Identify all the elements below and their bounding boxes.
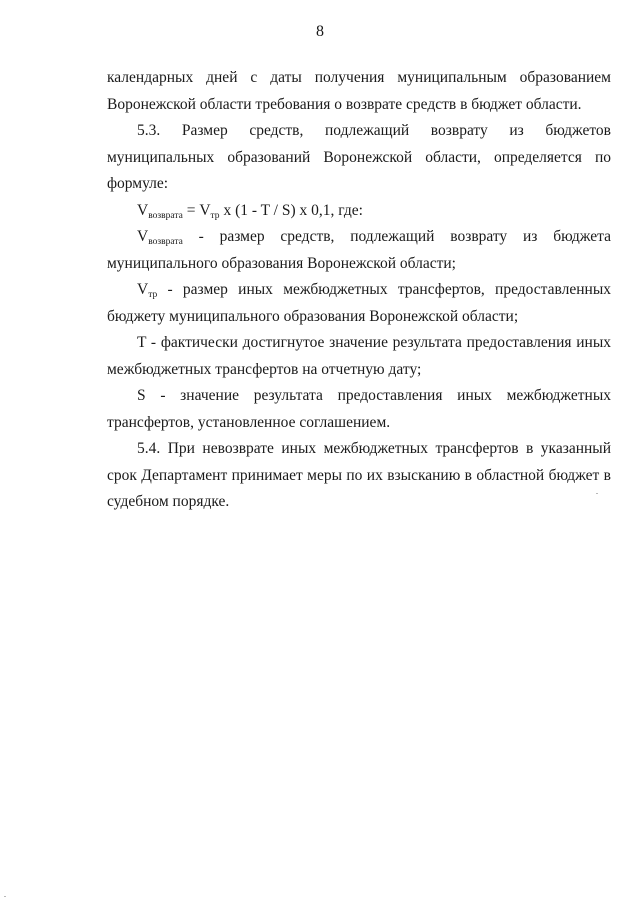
- page-number: 8: [316, 23, 324, 40]
- paragraph-deadline: календарных дней с даты получения муниципальным образованием Воронежской области требования о возврате средств в бюджет области.: [107, 69, 611, 113]
- document-body: [107, 65, 611, 516]
- definition-v-return-text: - размер средств, подлежащий возврату из бюджета муниципального образования Воронежской области;: [107, 228, 611, 272]
- definition-s: S - значение результата предоставления иных межбюджетных трансфертов, установленное соглашением.: [107, 387, 611, 431]
- formula-line: [107, 198, 611, 225]
- formula-sub-return: возврата: [148, 210, 183, 221]
- formula-v-tr: V: [199, 201, 211, 219]
- formula-equals: =: [182, 201, 200, 219]
- paragraph-5-4: 5.4. При невозврате иных межбюджетных трансфертов в указанный срок Департамент принимает меры по их взысканию в областной бюджет в судебном порядке.: [107, 440, 611, 510]
- definition-v-return: [107, 224, 611, 277]
- definition-v-return-sub: возврата: [148, 237, 183, 247]
- definition-v-tr: [107, 277, 611, 330]
- formula-sub-tr: тр: [210, 210, 220, 221]
- paragraph-5-3: 5.3. Размер средств, подлежащий возврату из бюджетов муниципальных образований Воронежской области, определяется по формуле:: [107, 122, 611, 192]
- definition-v-tr-text: - размер иных межбюджетных трансфертов, предоставленных бюджету муниципального образования Воронежской области;: [107, 281, 611, 325]
- scan-speck: [4, 896, 6, 897]
- formula-v-return: V: [137, 201, 149, 219]
- definition-t: T - фактически достигнутое значение результата предоставления иных межбюджетных трансфертов на отчетную дату;: [107, 334, 611, 378]
- definition-v-tr-symbol: V: [137, 281, 149, 298]
- definition-v-return-symbol: V: [137, 228, 149, 245]
- definition-v-tr-sub: тр: [148, 290, 158, 300]
- formula-expression: x (1 - T / S) x 0,1, где:: [219, 201, 363, 219]
- scan-speck: [596, 493, 598, 494]
